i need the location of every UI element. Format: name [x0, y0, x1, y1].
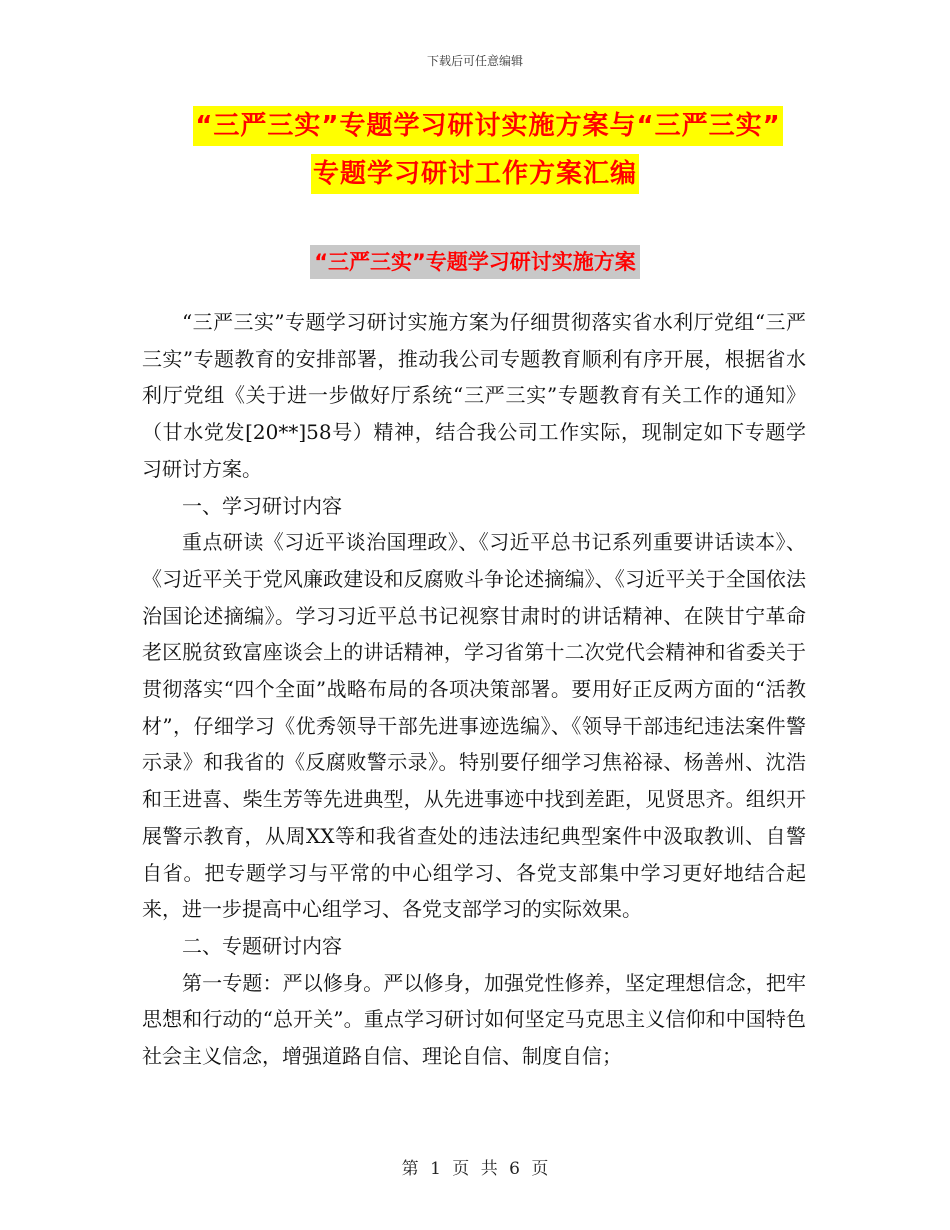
paragraph-topic-one: 第一专题：严以修身。严以修身，加强党性修养，坚定理想信念，把牢思想和行动的“总开关”。重点学习研讨如何坚定马克思主义信仰和中国特色社会主义信念，增强道路自信、理论自信、制度自信； — [142, 970, 806, 1069]
document-title — [0, 106, 950, 194]
body-text — [142, 304, 806, 1075]
heading-study-content: 一、学习研讨内容 — [182, 493, 342, 518]
heading-topic-content: 二、专题研讨内容 — [182, 933, 342, 958]
section-title-wrap — [0, 245, 950, 279]
paragraph-intro: “三严三实”专题学习研讨实施方案为仔细贯彻落实省水利厅党组“三严三实”专题教育的安排部署，推动我公司专题教育顺利有序开展，根据省水利厅党组《关于进一步做好厅系统“三严三实”专题教育有关工作的通知》（甘水党发[20**]58号）精神，结合我公司工作实际，现制定如下专题学习研讨方案。 — [142, 310, 806, 481]
title-line-2: 专题学习研讨工作方案汇编 — [311, 154, 639, 194]
page-footer: 第 1 页 共 6 页 — [401, 1159, 549, 1179]
title-line-1: “三严三实”专题学习研讨实施方案与“三严三实” — [193, 106, 782, 146]
header-note: 下载后可任意编辑 — [426, 54, 523, 68]
section-title: “三严三实”专题学习研讨实施方案 — [310, 245, 640, 279]
paragraph-study-content: 重点研读《习近平谈治国理政》、《习近平总书记系列重要讲话读本》、《习近平关于党风廉政建设和反腐败斗争论述摘编》、《习近平关于全国依法治国论述摘编》。学习习近平总书记视察甘肃时的讲话精神、在陕甘宁革命老区脱贫致富座谈会上的讲话精神，学习省第十二次党代会精神和省委关于贯彻落实“四个全面”战略布局的各项决策部署。要用好正反两方面的“活教材”，仔细学习《优秀领导干部先进事迹选编》、《领导干部违纪违法案件警示录》和我省的《反腐败警示录》。特别要仔细学习焦裕禄、杨善州、沈浩和王进喜、柴生芳等先进典型，从先进事迹中找到差距，见贤思齐。组织开展警示教育，从周XX等和我省查处的违法违纪典型案件中汲取教训、自警自省。把专题学习与平常的中心组学习、各党支部集中学习更好地结合起来，进一步提高中心组学习、各党支部学习的实际效果。 — [142, 530, 806, 922]
